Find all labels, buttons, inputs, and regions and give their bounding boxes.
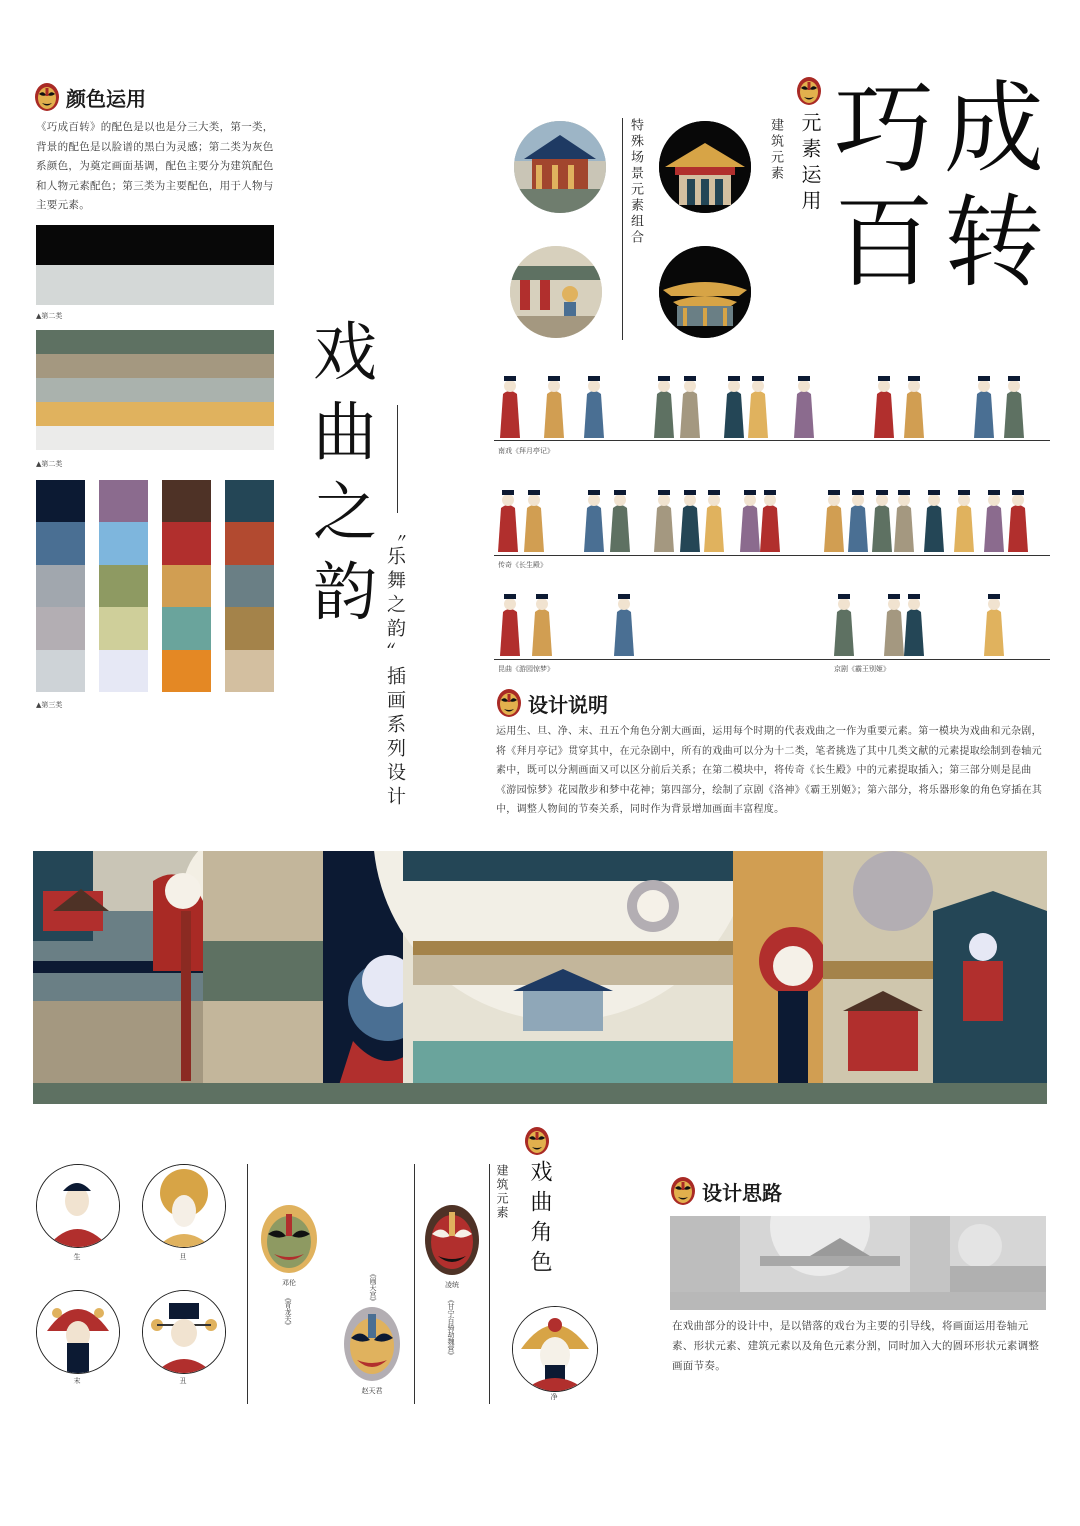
swatch-col3-0 [162,480,211,522]
opera-figure [834,594,854,656]
design-idea-sketch [670,1216,1046,1310]
swatch-col4-4 [225,650,274,692]
opera-figure [544,376,564,438]
opera-mask-icon [670,1176,696,1206]
design-idea-title: 设计思路 [702,1180,782,1205]
swatch-col2-4 [99,650,148,692]
opera-figure [954,490,974,552]
swatch-col2-1 [99,522,148,564]
opera-figure [524,490,544,552]
opera-figure [848,490,868,552]
elements-side-label: 建筑元素 [768,118,783,182]
opera-roles-title: 戏曲角色 [527,1160,552,1280]
swatch-col3-1 [162,522,211,564]
swatch-group2-0 [36,330,274,354]
opera-mask-icon [34,82,60,112]
opera-figure [614,594,634,656]
opera-figure [824,490,844,552]
swatch-col1-0 [36,480,85,522]
opera-figure [874,376,894,438]
row1-caption: 南戏《拜月亭记》 [498,447,554,455]
mask-deng-lun [260,1204,318,1274]
opera-figure [724,376,744,438]
swatch-column-3 [162,480,211,692]
swatch-column-1 [36,480,85,692]
opera-figure [654,490,674,552]
role-dan-label: 旦 [179,1253,187,1261]
design-idea-header [670,1176,782,1206]
opera-figure [984,490,1004,552]
mask-ling-tong [424,1204,480,1276]
role-ling-label: 凌统 [445,1281,459,1289]
vertical-subtitle: 〝乐舞之韵〞插画系列设计 [384,522,406,810]
opera-figure [904,594,924,656]
character-row-3 [494,568,1050,658]
elements-divider [622,118,623,340]
title-char-2: 百 [834,184,934,301]
swatch-col1-2 [36,565,85,607]
swatch-col3-2 [162,565,211,607]
swatch-column-2 [99,480,148,692]
opera-figure [904,376,924,438]
swatch-col1-1 [36,522,85,564]
opera-figure [532,594,552,656]
opera-mask-icon [796,76,822,106]
opera-mask-icon [496,688,522,718]
building-circle-2 [659,246,751,338]
swatch-group2-1 [36,354,274,378]
opera-figure [794,376,814,438]
vertical-main-title: 戏曲之韵 [302,318,376,638]
roles-divider-2 [414,1164,415,1404]
role-sheng-circle [36,1164,120,1248]
opera-figure [884,594,904,656]
elements-title: 元素运用 [798,112,822,216]
opera-figure [924,490,944,552]
row1-figures [494,350,1050,440]
swatch-col2-2 [99,565,148,607]
opera-figure [1008,490,1028,552]
design-note-text: 运用生、旦、净、末、丑五个角色分割大画面，运用每个时期的代表戏曲之一作为重要元素。第一模块为戏曲和元杂剧，将《拜月亭记》贯穿其中，在元杂剧中，所有的戏曲可以分为十二类，笔者挑选了其中几类文献的元素提取绘制到卷轴元素中，既可以分割画面又可以区分前后关系；在第二模块中，将传奇《长生殿》中的元素提取插入；第三部分则是昆曲《游园惊梦》花园散步和梦中花神；第四部分，绘制了京剧《洛神》《霸王别姬》；第六部分，将乐器形象的角色穿插在其中，调整人物间的节奏关系，同时作为背景增加画面丰富程度。 [496,726,1043,815]
title-char-1: 成 [944,70,1044,187]
palette-label-3: ▲第三类 [36,701,63,709]
scene-circle-2 [510,246,602,338]
row2-figures [494,448,1050,554]
palette-group-2 [36,330,274,450]
title-char-0: 巧 [834,70,934,187]
opera-figure [704,490,724,552]
swatch-black [36,225,274,265]
opera-figure [974,376,994,438]
palette-label-1: ▲第二类 [36,312,63,320]
opera-figure [654,376,674,438]
opera-figure [984,594,1004,656]
opera-figure [894,490,914,552]
swatch-group2-3 [36,402,274,426]
opera-figure [872,490,892,552]
title-char-3: 转 [944,184,1044,301]
scene-circle-1 [514,121,606,213]
opera-roles-side-label: 建筑元素 [495,1164,509,1220]
swatch-col2-3 [99,607,148,649]
swatch-col3-3 [162,607,211,649]
opera-figure [748,376,768,438]
design-note-title: 设计说明 [528,692,608,717]
swatch-col4-0 [225,480,274,522]
color-usage-header [34,82,146,112]
divider-vertical [397,405,398,513]
main-title [834,72,1064,300]
opera-figure [500,376,520,438]
swatch-col4-1 [225,522,274,564]
scene-label: 特殊场景元素组合 [628,118,643,246]
design-note-header [496,688,608,718]
character-row-2 [494,448,1050,554]
role-chou-label: 丑 [179,1377,187,1385]
swatch-col3-4 [162,650,211,692]
swatch-col4-3 [225,607,274,649]
role-dan-circle [142,1164,226,1248]
opera-figure [680,490,700,552]
role-sheng-label: 生 [73,1253,81,1261]
opera-figure [740,490,760,552]
swatch-light-gray [36,265,274,305]
banner-illustration [33,851,1047,1104]
row3-caption-right: 京剧《霸王别姬》 [834,665,890,673]
role-ling-play: 《甘宁百骑劫魏营》 [447,1296,455,1359]
swatch-col1-3 [36,607,85,649]
role-nao-play: 《闹天宫》 [369,1270,377,1305]
palette-group-1 [36,225,274,305]
row3-figures [494,568,1050,658]
swatch-group2-4 [36,426,274,450]
row2-line [494,555,1050,556]
color-usage-title: 颜色运用 [66,86,146,111]
opera-figure [584,376,604,438]
swatch-col1-4 [36,650,85,692]
role-chou-circle [142,1290,226,1374]
role-jing-label: 净 [550,1393,558,1401]
palette-label-2: ▲第二类 [36,460,63,468]
role-deng-label: 邓伦 [282,1279,296,1287]
opera-figure [500,594,520,656]
opera-figure [760,490,780,552]
role-mo-label: 末 [73,1377,81,1385]
row3-line [494,659,1050,660]
palette-group-3 [36,480,274,692]
building-circle-1 [659,121,751,213]
role-zhao-label: 赵天君 [361,1387,383,1395]
banner-art [33,851,1047,1104]
swatch-group2-2 [36,378,274,402]
color-usage-text: 《巧成百转》的配色是以也是分三大类，第一类，背景的配色是以脸谱的黑白为灵感；第二类为灰色系颜色，为奠定画面基调，配色主要分为建筑配色和人物元素配色；第三类为主要配色，用于人物与主要元素。 [36,121,274,211]
opera-figure [680,376,700,438]
character-row-1 [494,350,1050,440]
swatch-col2-0 [99,480,148,522]
roles-divider-1 [247,1164,248,1404]
swatch-column-4 [225,480,274,692]
roles-divider-3 [489,1164,490,1404]
role-mo-circle [36,1290,120,1374]
opera-mask-icon [524,1126,550,1156]
design-idea-text: 在戏曲部分的设计中，是以错落的戏台为主要的引导线，将画面运用卷轴元素、形状元素、建筑元素以及角色元素分割，同时加入大的圆环形状元素调整画面节奏。 [672,1320,1040,1372]
opera-figure [610,490,630,552]
opera-figure [584,490,604,552]
role-jing-circle [512,1306,598,1392]
row2-caption: 传奇《长生殿》 [498,561,547,569]
swatch-col4-2 [225,565,274,607]
row1-line [494,440,1050,441]
opera-figure [498,490,518,552]
mask-zhao-tianjun [343,1306,401,1382]
role-deng-play: 《青龙关》 [284,1294,292,1329]
row3-caption-left: 昆曲《游园惊梦》 [498,665,554,673]
opera-figure [1004,376,1024,438]
